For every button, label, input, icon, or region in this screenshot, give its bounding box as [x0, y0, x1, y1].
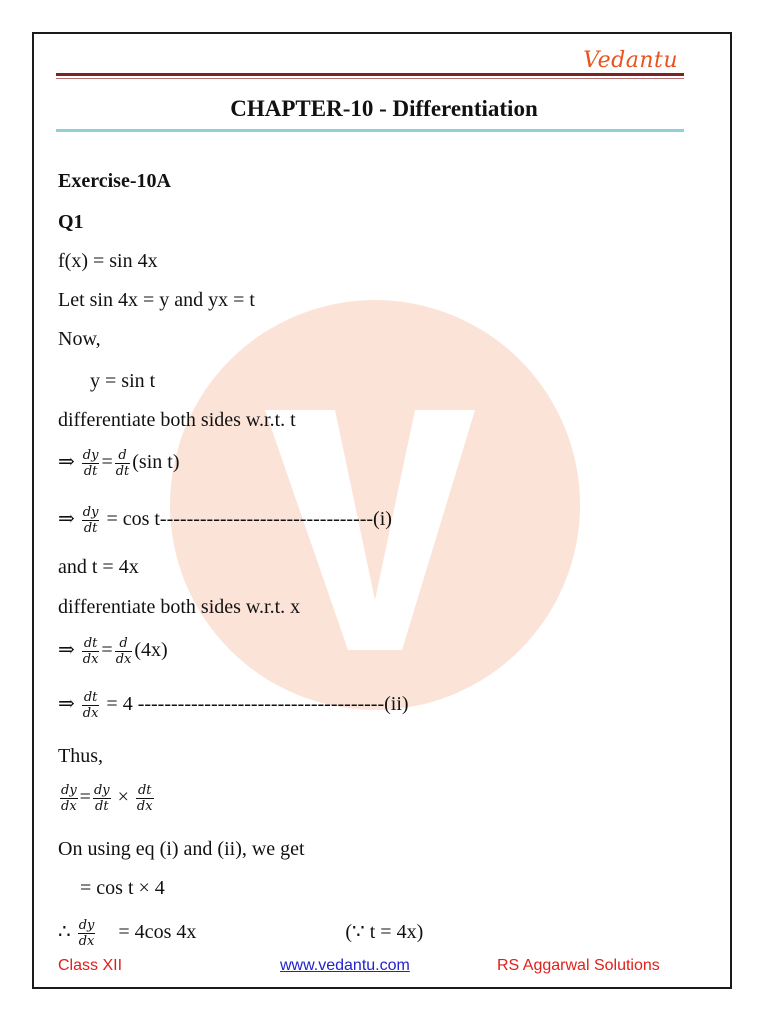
times-sign: ×	[117, 786, 129, 809]
fraction	[82, 690, 100, 721]
question-heading: Q1	[58, 211, 84, 233]
denominator: dx	[61, 799, 77, 814]
denominator: dt	[83, 464, 98, 479]
math-line	[58, 448, 179, 479]
numerator: dy	[82, 505, 99, 520]
fraction	[93, 783, 111, 814]
math-line: Thus,	[58, 745, 103, 767]
denominator: dx	[82, 706, 99, 721]
numerator: dy	[61, 783, 77, 798]
footer-series: RS Aggarwal Solutions	[497, 957, 660, 974]
fraction	[82, 636, 100, 667]
result: = 4cos 4x	[118, 921, 197, 944]
footer-class: Class XII	[58, 957, 123, 974]
math-line: differentiate both sides w.r.t. x	[58, 596, 301, 618]
implies-symbol: ⇒	[58, 451, 75, 474]
expression: (4x)	[134, 639, 168, 662]
expression: = cos t--------------------------------(i)	[106, 508, 392, 531]
title-underline	[56, 129, 684, 132]
footer-website-link[interactable]: www.vedantu.com	[280, 957, 410, 974]
numerator: dt	[82, 690, 100, 706]
equals-sign: =	[101, 451, 113, 474]
math-line: On using eq (i) and (ii), we get	[58, 838, 305, 860]
fraction	[136, 783, 154, 814]
math-line: and t = 4x	[58, 556, 139, 578]
denominator: dt	[83, 521, 98, 536]
numerator: dt	[136, 783, 154, 799]
numerator: dy	[82, 448, 99, 463]
fraction	[60, 783, 78, 814]
denominator: dx	[115, 652, 132, 667]
header-rule	[56, 73, 684, 76]
fraction	[78, 918, 96, 949]
fraction	[82, 448, 100, 479]
fraction	[115, 636, 133, 667]
equals-sign: =	[101, 639, 113, 662]
math-line	[58, 783, 156, 814]
math-line: differentiate both sides w.r.t. t	[58, 409, 296, 431]
implies-symbol: ⇒	[58, 508, 75, 531]
numerator: dt	[82, 636, 100, 652]
denominator: dx	[136, 799, 153, 814]
math-line: Now,	[58, 328, 101, 350]
denominator: dt	[95, 799, 109, 814]
fraction	[115, 448, 131, 479]
implies-symbol: ⇒	[58, 693, 75, 716]
fraction	[82, 505, 100, 536]
header-rule-thin	[56, 78, 684, 79]
denominator: dt	[115, 464, 130, 479]
math-line	[58, 636, 168, 667]
math-line: y = sin t	[90, 370, 156, 392]
equals-sign: =	[79, 786, 91, 809]
numerator: d	[115, 636, 133, 652]
denominator: dx	[82, 652, 99, 667]
numerator: dy	[93, 783, 110, 798]
vedantu-logo: Vedantu	[583, 48, 678, 73]
math-line	[58, 918, 423, 949]
expression: (sin t)	[132, 451, 180, 474]
chapter-title: CHAPTER-10 - Differentiation	[230, 96, 538, 121]
math-line: f(x) = sin 4x	[58, 250, 158, 272]
numerator: dy	[78, 918, 95, 933]
math-line: = cos t × 4	[80, 877, 165, 899]
implies-symbol: ⇒	[58, 639, 75, 662]
exercise-heading: Exercise-10A	[58, 170, 171, 192]
expression: = 4 -------------------------------------(ii)	[106, 693, 409, 716]
math-line	[58, 690, 409, 721]
denominator: dx	[78, 934, 95, 949]
numerator: d	[115, 448, 131, 464]
math-line	[58, 505, 392, 536]
therefore-symbol: ∴	[58, 921, 71, 944]
reason: (∵ t = 4x)	[345, 921, 424, 944]
math-line: Let sin 4x = y and yx = t	[58, 289, 255, 311]
